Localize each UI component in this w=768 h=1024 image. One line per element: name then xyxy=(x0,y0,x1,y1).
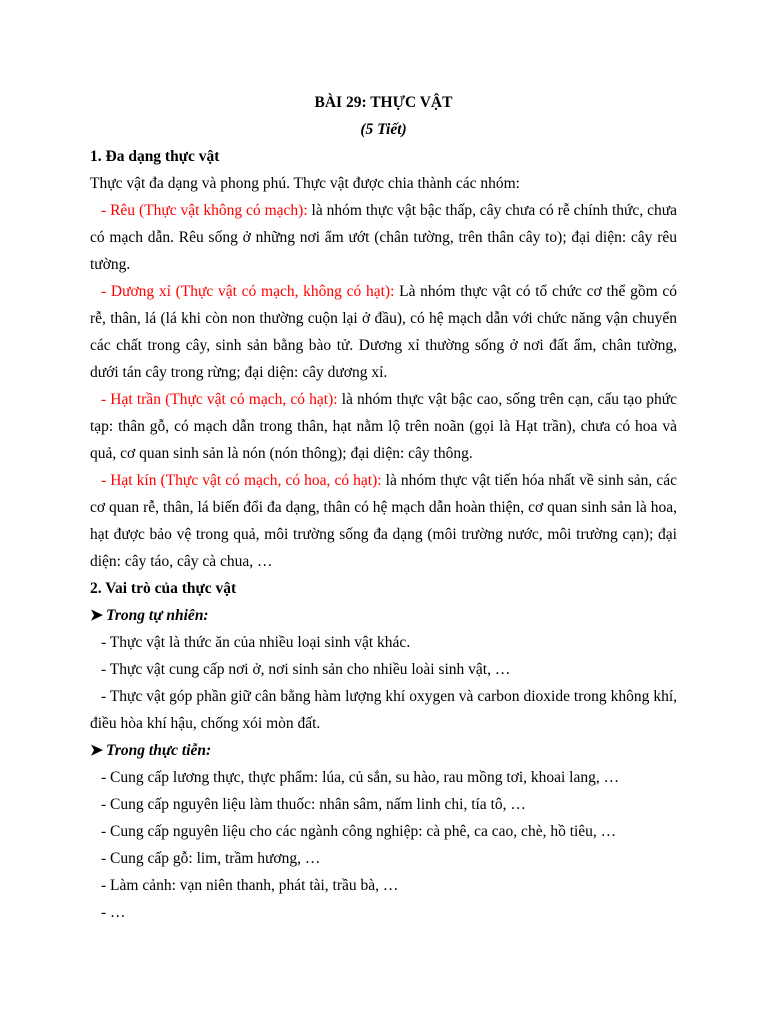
plant-group-moss xyxy=(90,197,677,278)
list-item: - Thực vật cung cấp nơi ở, nơi sinh sản cho nhiều loài sinh vật, … xyxy=(101,661,511,678)
subheading-practice xyxy=(90,737,677,764)
group-description: là nhóm thực vật bậc thấp, cây chưa có rễ chính thức, chưa có mạch dẫn. Rêu sống ở những nơi ẩm ướt (chân tường, trên thân cây to); đại diện: cây rêu tường. xyxy=(90,202,678,273)
list-item: - Thực vật là thức ăn của nhiều loại sinh vật khác. xyxy=(101,634,411,651)
subheading-nature xyxy=(90,602,677,629)
page-subtitle: (5 Tiết) xyxy=(360,121,407,138)
section-intro: Thực vật đa dạng và phong phú. Thực vật được chia thành các nhóm: xyxy=(90,175,520,192)
list-item: - … xyxy=(101,904,126,921)
arrow-bullet-icon: ➤ xyxy=(90,742,103,759)
plant-group-gymnosperm xyxy=(90,386,677,467)
group-description: là nhóm thực vật bậc cao, sống trên cạn, cấu tạo phức tạp: thân gỗ, có mạch dẫn trong thân, hạt nằm lộ trên noãn (gọi là Hạt trần), chưa có hoa và quả, cơ quan sinh sản là nón (nón thông); đại diện: cây thông. xyxy=(90,391,677,462)
group-label: - Rêu (Thực vật không có mạch): xyxy=(101,202,308,219)
list-item: - Cung cấp nguyên liệu làm thuốc: nhân sâm, nấm linh chi, tía tô, … xyxy=(101,796,526,813)
section-heading-diversity: 1. Đa dạng thực vật xyxy=(90,148,220,165)
list-item: - Thực vật góp phần giữ cân bằng hàm lượng khí oxygen và carbon dioxide trong không khí, điều hòa khí hậu, chống xói mòn đất. xyxy=(90,688,677,732)
document-body xyxy=(90,89,677,926)
group-description: Là nhóm thực vật có tổ chức cơ thể gồm có rễ, thân, lá (lá khi còn non thường cuộn lại ở đầu), có hệ mạch dẫn với chức năng vận chuyển các chất trong cây, sinh sản bằng bào tử. Dương xỉ thường sống ở nơi đất ẩm, chân tường, dưới tán cây trong rừng; đại diện: cây dương xỉ. xyxy=(90,283,677,381)
list-item: - Cung cấp gỗ: lim, trầm hương, … xyxy=(101,850,321,867)
group-label: - Hạt trần (Thực vật có mạch, có hạt): xyxy=(101,391,338,408)
group-description: là nhóm thực vật tiến hóa nhất về sinh sản, các cơ quan rễ, thân, lá biến đổi đa dạng, thân có hệ mạch dẫn hoàn thiện, cơ quan sinh sản là hoa, hạt được bảo vệ trong quả, môi trường sống đa dạng (môi trường nước, môi trường cạn); đại diện: cây táo, cây cà chua, … xyxy=(90,472,677,570)
plant-group-fern xyxy=(90,278,677,386)
list-item: - Cung cấp lương thực, thực phẩm: lúa, củ sắn, su hào, rau mồng tơi, khoai lang, … xyxy=(101,769,620,786)
page-title: BÀI 29: THỰC VẬT xyxy=(314,94,453,111)
section-heading-roles: 2. Vai trò của thực vật xyxy=(90,580,237,597)
subheading-label: Trong thực tiễn: xyxy=(106,742,212,759)
plant-group-angiosperm xyxy=(90,467,677,575)
group-label: - Hạt kín (Thực vật có mạch, có hoa, có hạt): xyxy=(101,472,382,489)
group-label: - Dương xỉ (Thực vật có mạch, không có hạt): xyxy=(101,283,395,300)
subheading-label: Trong tự nhiên: xyxy=(106,607,209,624)
list-item: - Làm cảnh: vạn niên thanh, phát tài, trầu bà, … xyxy=(101,877,399,894)
arrow-bullet-icon: ➤ xyxy=(90,607,103,624)
list-item: - Cung cấp nguyên liệu cho các ngành công nghiệp: cà phê, ca cao, chè, hồ tiêu, … xyxy=(101,823,617,840)
